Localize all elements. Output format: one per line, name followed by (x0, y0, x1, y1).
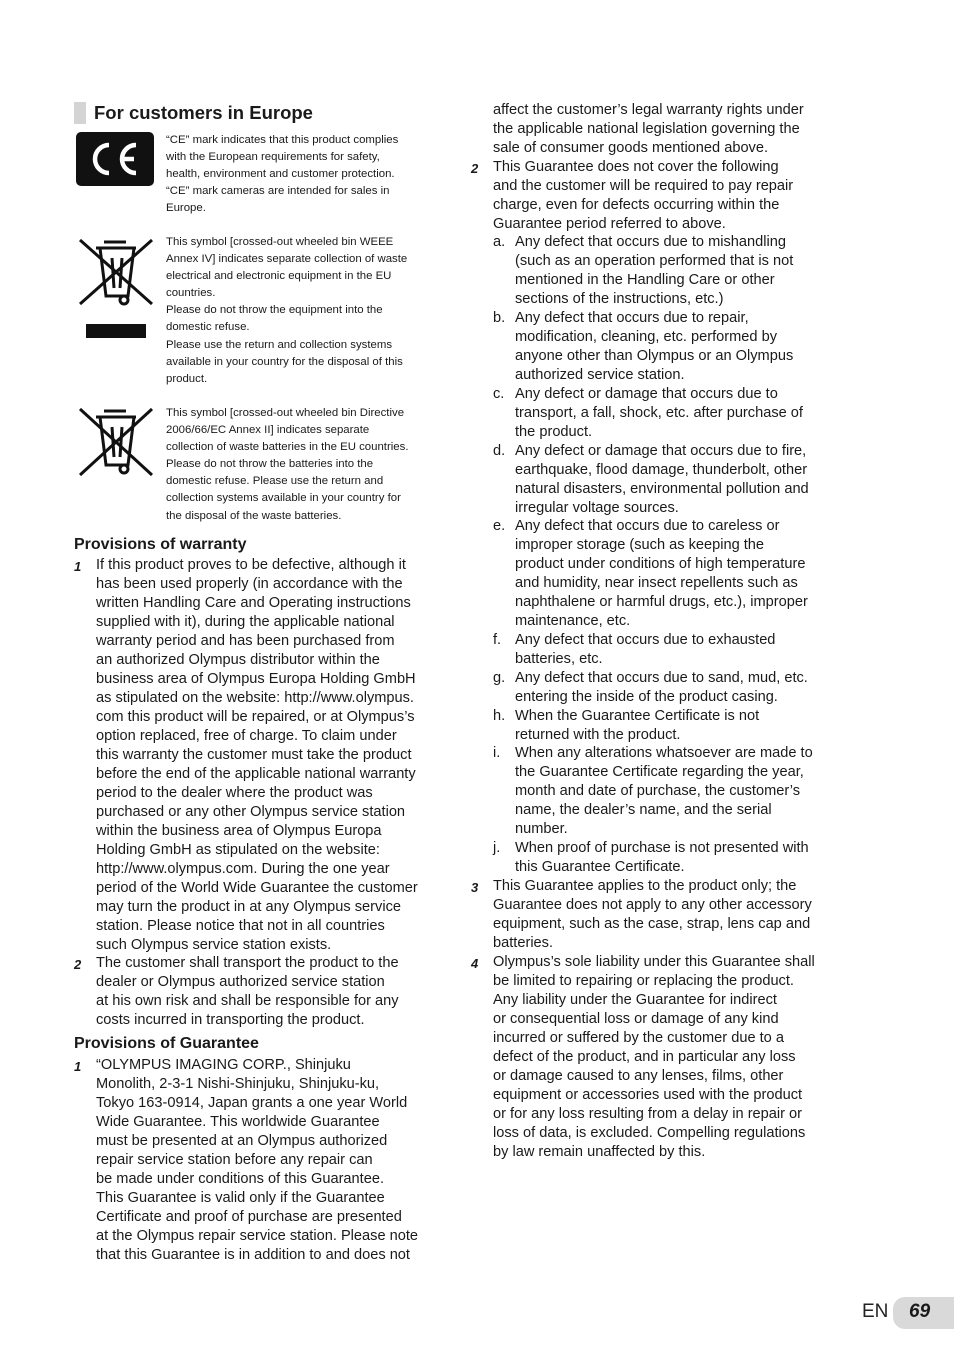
item-number: 2 (74, 957, 82, 972)
section-title: For customers in Europe (94, 102, 313, 123)
item-number: 3 (471, 880, 479, 895)
language-label: EN (862, 1301, 889, 1322)
battery-description: This symbol [crossed-out wheeled bin Directive 2006/66/EC Annex II] indicates separate collection of waste batteries in the EU countries. Please do not throw the batteries into the domestic refuse. Please use the return and collection systems available in your country for the disposal of the waste batteries. (166, 407, 409, 522)
weee-description: This symbol [crossed-out wheeled bin WEEE Annex IV] indicates separate collection of waste electrical and electronic equipment in the EU countries. Please do not throw the equipment into the domestic refuse. Please use the return and collection systems available in your country for the disposal of this product. (166, 236, 408, 385)
item-text: This Guarantee applies to the product only; the Guarantee does not apply to any other accessory equipment, such as the case, strap, lens cap and batteries. (493, 878, 812, 951)
crossed-out-bin-bar-icon (76, 234, 156, 347)
page-number: 69 (909, 1301, 931, 1322)
page-number-tab (893, 1297, 954, 1329)
ce-symbol-block (74, 132, 446, 222)
item-text: affect the customer’s legal warranty rights under the applicable national legislation governing the sale of consumer goods mentioned above. (493, 102, 804, 156)
battery-symbol-block (74, 405, 446, 530)
item-text: “OLYMPUS IMAGING CORP., Shinjuku Monolith, 2-3-1 Nishi-Shinjuku, Shinjuku-ku, Tokyo 163-0914, Japan grants a one year World Wide Guarantee. This worldwide Guarantee must be presented at an Olympus authorized repair service station before any repair can be made under conditions of this Guarantee. This Guarantee is valid only if the Guarantee Certificate and proof of purchase are presented at the Olympus repair service station. Please note that this Guarantee is in addition to and does not (96, 1057, 419, 1263)
item-number: 1 (74, 1059, 82, 1074)
ce-mark-icon (76, 132, 154, 191)
item-text: Olympus’s sole liability under this Guarantee shall be limited to repairing or replacing the product. Any liability under the Guarantee for indirect or consequential loss or damage of any kind incurred or suffered by the customer due to a defect of the product, and in particular any loss or damage caused to any lenses, films, other equipment or accessories used with the product or for any loss resulting from a delay in repair or loss of data, is excluded. Compelling regulations by law remain unaffected by this. (493, 954, 815, 1160)
ce-mark-description: “CE” mark indicates that this product complies with the European requirements for safety, health, environment and customer protection. “CE” mark cameras are intended for sales in Europe. (166, 134, 399, 215)
item-text: If this product proves to be defective, although it has been used properly (in accordance with the written Handling Care and Operating instructions supplied with it), during the applicable national warranty period and has been purchased from an authorized Olympus distributor within the business area of Olympus Europa Holding GmbH as stipulated on the website: http://www.olympus. com this product will be repaired, or at Olympus’s option replaced, free of charge. To claim under this warranty the customer must take the product before the end of the applicable national warranty period to the dealer where the product was purchased or any other Olympus service station within the business area of Olympus Europa Holding GmbH as stipulated on the website: http://www.olympus.com. During the one year period of the World Wide Guarantee the customer may turn the product in at any Olympus service station. Please notice that not in all countries such Olympus service station exists. (96, 557, 418, 953)
weee-symbol-block (74, 234, 446, 394)
item-text: The customer shall transport the product to the dealer or Olympus authorized service station at his own risk and shall be responsible for any costs incurred in transporting the product. (96, 955, 399, 1028)
crossed-out-bin-icon (76, 405, 156, 486)
item-number: 2 (471, 161, 479, 176)
item-number: 1 (74, 559, 82, 574)
section-header (74, 102, 313, 124)
section-marker (74, 102, 86, 124)
warranty-heading: Provisions of warranty (74, 536, 247, 553)
item-number: 4 (471, 956, 479, 971)
guarantee-heading: Provisions of Guarantee (74, 1035, 259, 1052)
item-text: This Guarantee does not cover the following and the customer will be required to pay repair charge, even for defects occurring within the Guarantee period referred to above. (493, 159, 794, 232)
